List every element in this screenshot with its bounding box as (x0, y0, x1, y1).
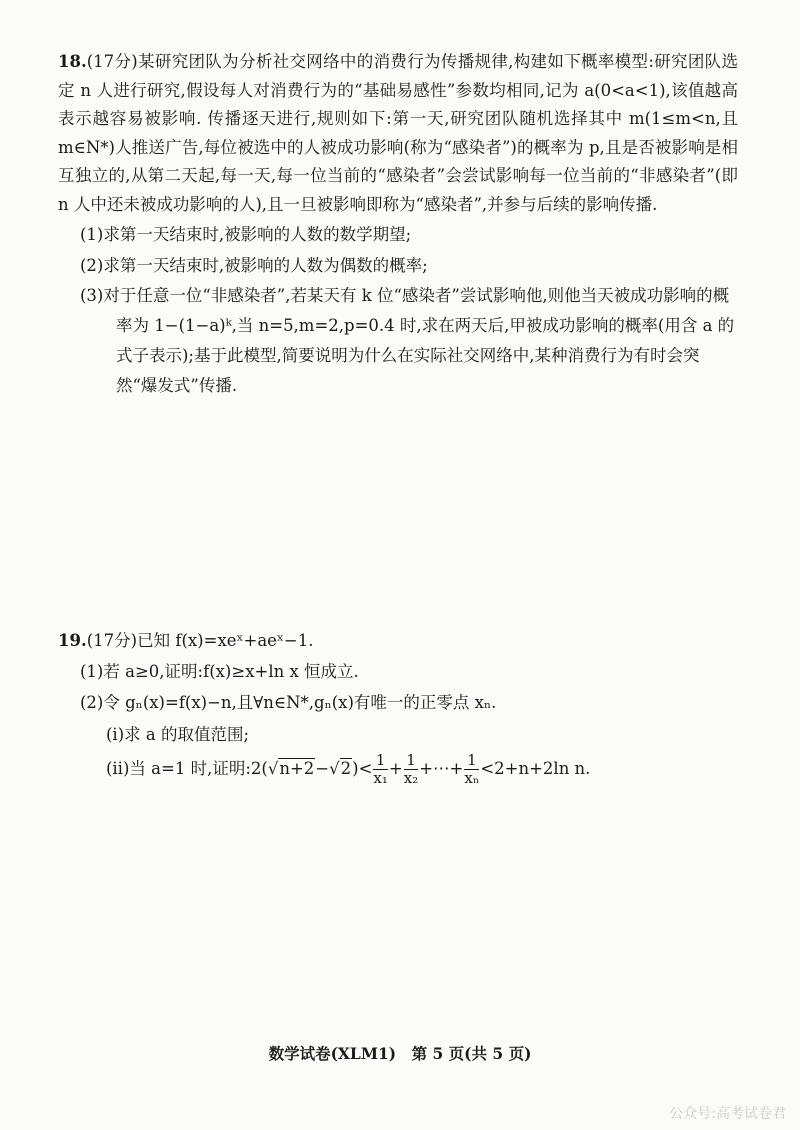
problem-18-q1: (1)求第一天结束时,被影响的人数的数学期望; (80, 225, 412, 244)
sqrt-radicand-1: n+2 (279, 758, 315, 778)
problem-19-q2-i: (ⅰ)求 a 的取值范围; (106, 724, 250, 744)
minus-sign: − (315, 758, 330, 778)
fraction-1-den: x₁ (373, 768, 388, 787)
sqrt-sign-icon: √ (267, 758, 279, 778)
fraction-1-num: 1 (373, 752, 387, 770)
problem-18-body: (17分)某研究团队为分析社交网络中的消费行为传播规律,构建如下概率模型:研究团队选定 n 人进行研究,假设每人对消费行为的“基础易感性”参数均相同,记为 a(0<a<1),该值越高表示越容易被影响. 传播逐天进行,规则如下:第一天,研究团队随机选择其中 m(1≤m<n,且 m∈N*)人推送广告,每位被选中的人被成功影响(称为“感染者”)的概率为 p,且是否被影响是相互独立的,从第二天起,每一天,每一位当前的“感染者”会尝试影响每一位当前的“非感染者”(即 n 人中还未被成功影响的人),且一旦被影响即称为“感染者”,并参与后续的影响传播. (58, 52, 738, 214)
problem-18-number: 18. (58, 52, 87, 71)
watermark: 公众号:高考试卷君 (669, 1106, 786, 1122)
sqrt-radicand-2: 2 (340, 758, 352, 778)
problem-19-stem (58, 627, 738, 656)
q2ii-prefix: (ⅱ)当 a=1 时,证明:2( (106, 758, 268, 778)
problem-19 (58, 627, 738, 787)
sqrt-sign-icon: √ (329, 758, 340, 778)
problem-19-q2: (2)令 gₙ(x)=f(x)−n,且∀n∈N*,gₙ(x)有唯一的正零点 xₙ. (80, 692, 497, 712)
problem-18 (58, 48, 738, 401)
problem-19-q2-ii (58, 752, 738, 787)
fraction-2-den: x₂ (403, 768, 419, 787)
problem-18-q3: (3)对于任意一位“非感染者”,若某天有 k 位“感染者”尝试影响他,则他当天被成功影响的概率为 1−(1−a)ᵏ,当 n=5,m=2,p=0.4 时,求在两天后,甲被成功影响的概率(用含 a 的式子表示);基于此模型,简要说明为什么在实际社交网络中,某种消费行为有时会突然“爆发式”传播. (80, 286, 735, 395)
page-footer: 数学试卷(XLM1) 第 5 页(共 5 页) (268, 1044, 532, 1063)
problem-19-q1: (1)若 a≥0,证明:f(x)≥x+ln x 恒成立. (80, 661, 359, 681)
fraction-n-num: 1 (464, 752, 479, 770)
problem-19-head: (17分)已知 f(x)=xeˣ+aeˣ−1. (86, 631, 314, 650)
q2ii-suffix: <2+n+2ln n. (480, 758, 591, 778)
problem-19-number: 19. (58, 631, 87, 650)
problem-18-q2: (2)求第一天结束时,被影响的人数为偶数的概率; (80, 256, 428, 275)
fraction-2 (404, 752, 418, 787)
fraction-n (464, 752, 479, 787)
fraction-1 (373, 752, 387, 787)
fraction-n-den: xₙ (464, 768, 480, 787)
less-than: )< (352, 758, 373, 778)
ellipsis-sum: +⋯+ (419, 758, 464, 778)
fraction-2-num: 1 (404, 752, 418, 770)
problem-18-stem (58, 48, 738, 219)
plus-sign: + (388, 758, 403, 778)
